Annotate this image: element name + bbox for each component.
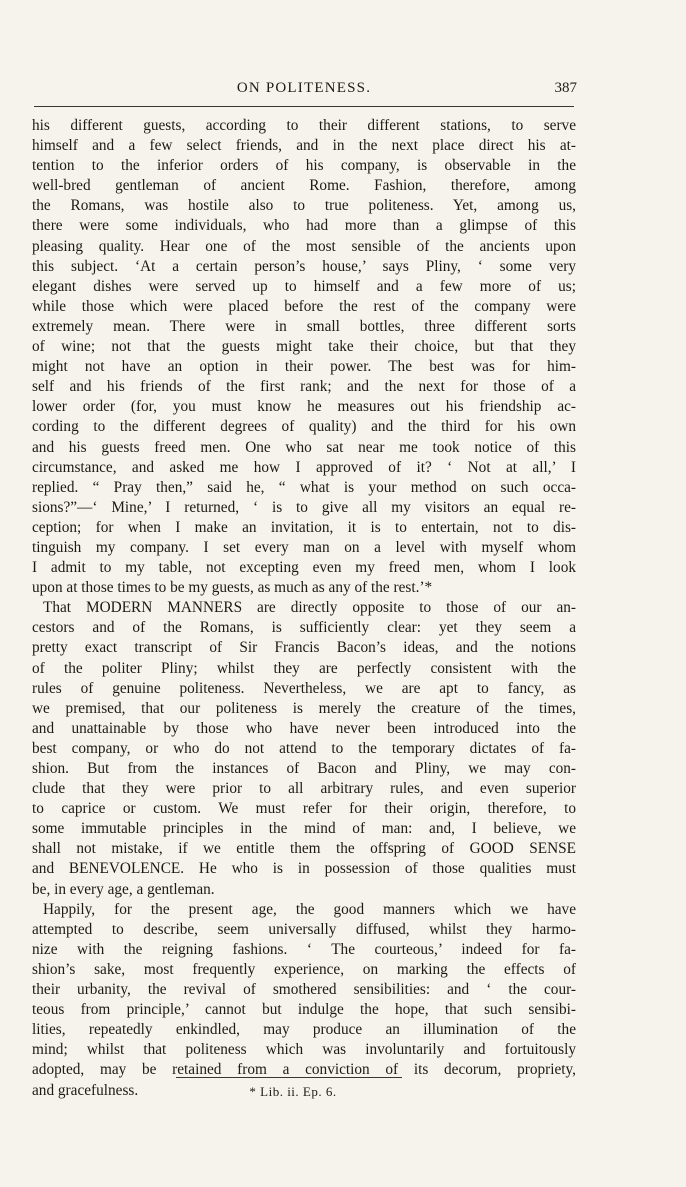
text-line: be, in every age, a gentleman. [32, 880, 215, 898]
text-line: their urbanity, the revival of smothered sensibilities: and ‘ the cour- [32, 981, 576, 999]
text-line: extremely mean. There were in small bottles, three different sorts [32, 317, 576, 335]
text-line: replied. “ Pray then,” said he, “ what is your method on such occa- [32, 478, 576, 496]
text-line: there were some individuals, who had more than a glimpse of this [32, 217, 576, 235]
text-line: mind; whilst that politeness which was involuntarily and fortuitously [32, 1041, 576, 1059]
text-line: tinguish my company. I set every man on a level with myself whom [32, 538, 576, 556]
running-title: ON POLITENESS. [236, 80, 372, 96]
text-line: lower order (for, you must know he measures out his friendship ac- [32, 398, 576, 416]
text-line: might not have an option in their power. The best was for him- [32, 358, 576, 376]
text-line: of wine; not that the guests might take their choice, but that they [32, 338, 576, 356]
text-line: Happily, for the present age, the good manners which we have [43, 900, 576, 918]
text-line: his different guests, according to their different stations, to serve [32, 117, 576, 134]
text-line: self and his friends of the first rank; and the next for those of a [32, 378, 576, 396]
text-line: shall not mistake, if we entitle them the offspring of GOOD SENSE [32, 840, 576, 858]
text-line: shion. But from the instances of Bacon and Pliny, we may con- [32, 760, 576, 777]
footnote: * Lib. ii. Ep. 6. [249, 1084, 337, 1099]
text-line: and BENEVOLENCE. He who is in possession of those qualities must [32, 860, 576, 878]
text-line: to caprice or custom. We must refer for their origin, therefore, to [32, 800, 576, 818]
text-line: attempted to describe, seem universally diffused, whilst they harmo- [32, 920, 576, 938]
text-line: himself and a few select friends, and in the next place direct his at- [32, 137, 576, 155]
text-line: lities, repeatedly enkindled, may produce an illumination of the [32, 1021, 576, 1039]
text-line: and gracefulness. [32, 1081, 139, 1099]
text-line: nize with the reigning fashions. ‘ The courteous,’ indeed for fa- [32, 940, 576, 958]
text-line: of the politer Pliny; whilst they are perfectly consistent with the [32, 659, 576, 677]
text-line: I admit to my table, not excepting even my freed men, whom I look [32, 559, 576, 577]
header-rule [34, 106, 574, 107]
text-line: elegant dishes were served up to himself and a few more of us; [32, 277, 576, 295]
text-line: shion’s sake, most frequently experience, on marking the effects of [32, 960, 576, 978]
page-number: 387 [554, 80, 577, 96]
text-line: ception; for when I make an invitation, it is to entertain, not to dis- [32, 518, 576, 536]
running-head [32, 80, 576, 102]
text-line: and unattainable by those who have never been introduced into the [32, 719, 576, 737]
text-line: upon at those times to be my guests, as much as any of the rest.’* [32, 579, 433, 597]
text-line: tention to the inferior orders of his company, is observable in the [32, 157, 576, 175]
text-line: rules of genuine politeness. Nevertheless, we are apt to fancy, as [32, 679, 576, 697]
text-line: pretty exact transcript of Sir Francis Bacon’s ideas, and the notions [32, 639, 576, 657]
text-line: cestors and of the Romans, is sufficiently clear: yet they seem a [32, 619, 576, 637]
text-line: teous from principle,’ cannot but indulge the hope, that such sensibi- [32, 1001, 576, 1019]
text-line: clude that they were prior to all arbitrary rules, and even superior [32, 780, 576, 798]
text-line: That MODERN MANNERS are directly opposite to those of our an- [43, 599, 576, 617]
text-line: sions?”—‘ Mine,’ I returned, ‘ is to give all my visitors an equal re- [32, 498, 576, 516]
text-line: circumstance, and asked me how I approved of it? ‘ Not at all,’ I [32, 458, 576, 476]
text-line: cording to the different degrees of quality) and the third for his own [32, 418, 576, 436]
text-line: best company, or who do not attend to the temporary dictates of fa- [32, 739, 576, 757]
text-line: while those which were placed before the rest of the company were [32, 297, 576, 315]
text-line: adopted, may be retained from a conviction of its decorum, propriety, [32, 1061, 576, 1079]
text-line: pleasing quality. Hear one of the most sensible of the ancients upon [32, 237, 576, 255]
footnote-rule [176, 1077, 402, 1078]
text-line: and his guests freed men. One who sat near me took notice of this [32, 438, 576, 456]
text-line: the Romans, was hostile also to true politeness. Yet, among us, [32, 197, 576, 215]
body-text [32, 116, 576, 1101]
text-line: we premised, that our politeness is merely the creature of the times, [32, 699, 576, 717]
text-line: some immutable principles in the mind of man: and, I believe, we [32, 820, 576, 838]
text-line: this subject. ‘At a certain person’s house,’ says Pliny, ‘ some very [32, 257, 576, 275]
text-line: well-bred gentleman of ancient Rome. Fashion, therefore, among [32, 177, 576, 195]
